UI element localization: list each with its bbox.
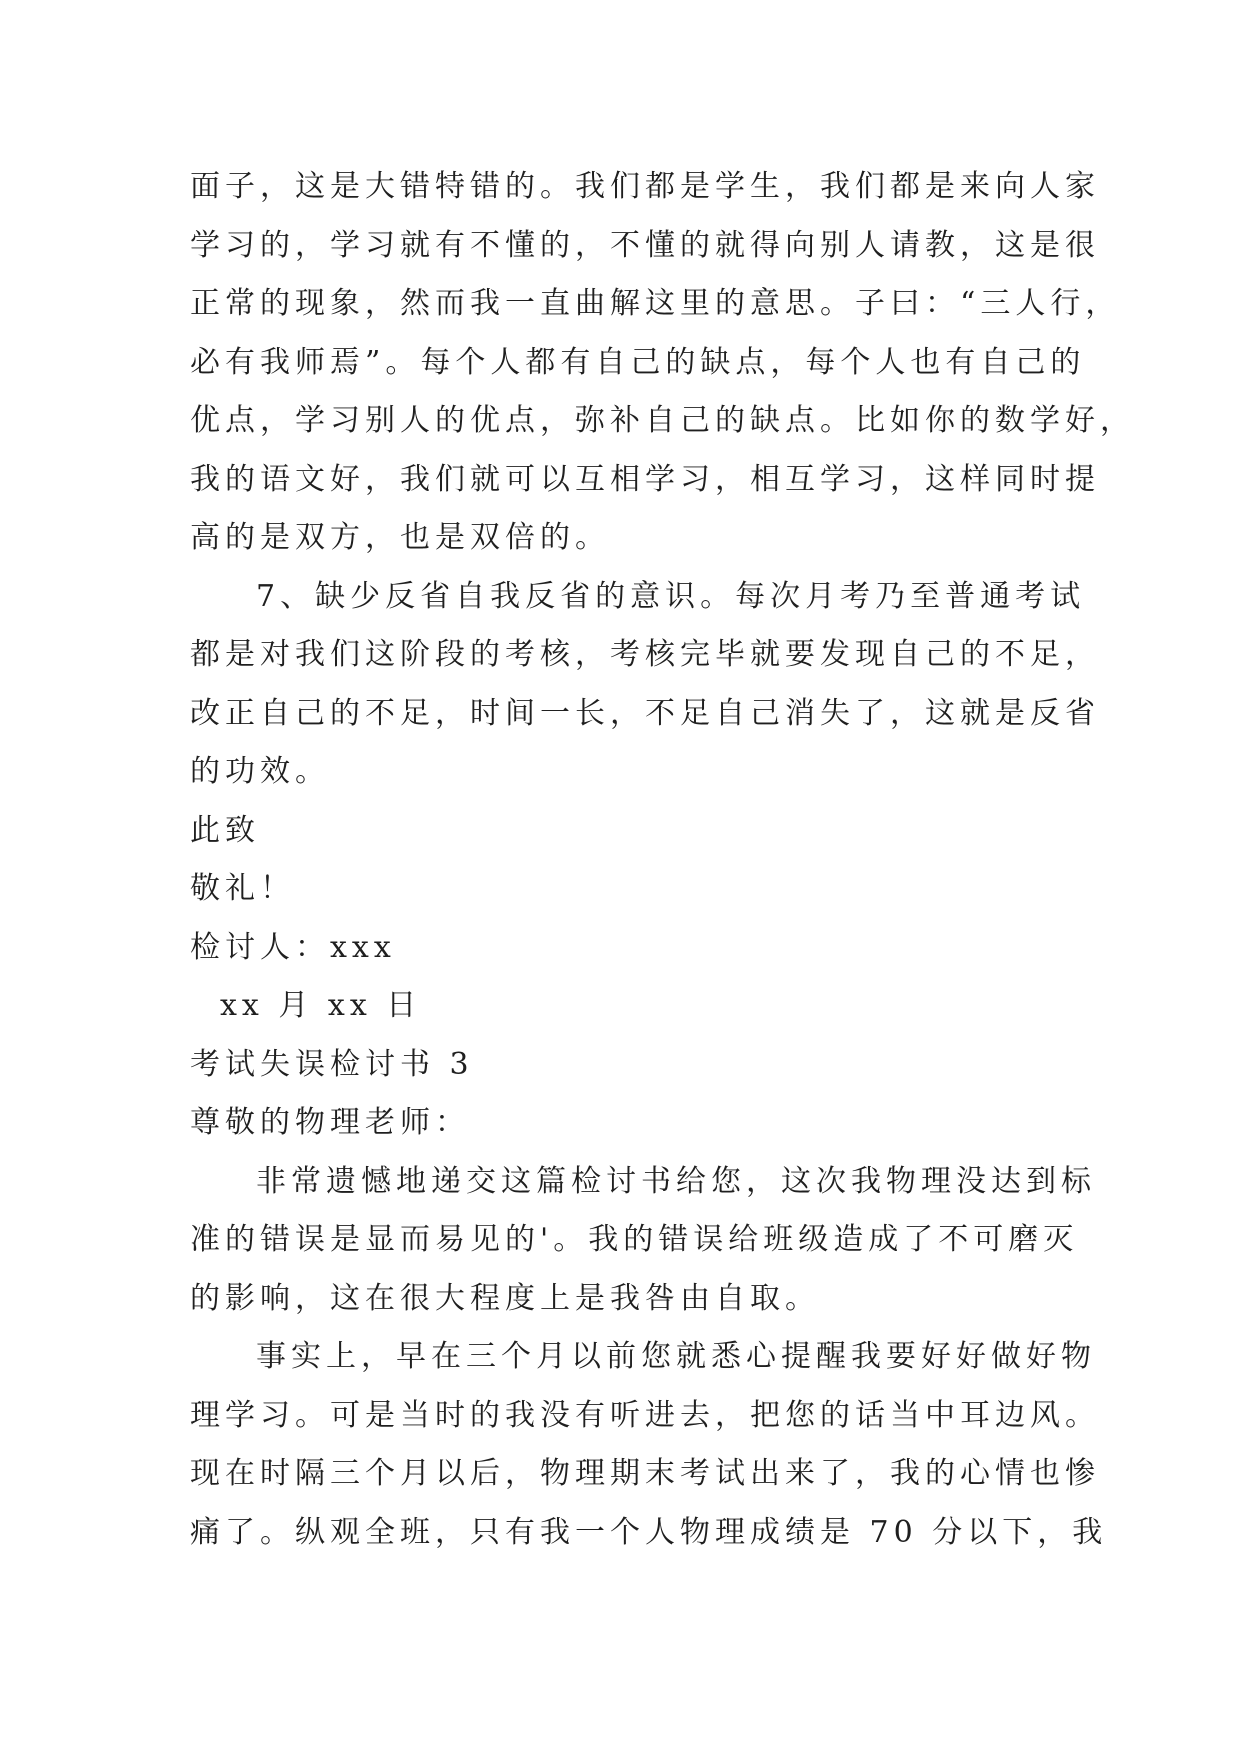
text-line: 正常的现象，然而我一直曲解这里的意思。子曰：“三人行，: [190, 286, 1121, 321]
text-line: 现在时隔三个月以后，物理期末考试出来了，我的心情也惨: [190, 1456, 1100, 1491]
closing-cizhi: 此致: [190, 812, 260, 848]
signer-line: 检讨人：xxx: [190, 929, 396, 965]
text-line: 痛了。纵观全班，只有我一个人物理成绩是 70 分以下，我: [190, 1514, 1108, 1550]
text-line: 的功效。: [190, 754, 330, 789]
text-line: 准的错误是显而易见的'。我的错误给班级造成了不可磨灭: [190, 1222, 1079, 1257]
document-body: [190, 158, 1135, 1562]
paragraph-reminder: [190, 1328, 1108, 1562]
text-line: 面子，这是大错特错的。我们都是学生，我们都是来向人家: [190, 169, 1100, 204]
closing-block: [190, 802, 1052, 1036]
text-line: 高的是双方，也是双倍的。: [190, 520, 610, 555]
text-line: 理学习。可是当时的我没有听进去，把您的话当中耳边风。: [190, 1397, 1100, 1433]
closing-jingli: 敬礼！: [190, 871, 295, 906]
text-line: 7、缺少反省自我反省的意识。每次月考乃至普通考试: [256, 578, 1086, 614]
letter-title: 考试失误检讨书 3: [190, 1046, 474, 1082]
paragraph-apology: [190, 1153, 1096, 1329]
text-line: 优点，学习别人的优点，弥补自己的缺点。比如你的数学好，: [190, 403, 1135, 438]
text-line: 必有我师焉”。每个人都有自己的缺点，每个人也有自己的: [190, 344, 1086, 380]
paragraph-self-reflection: [190, 568, 1100, 802]
text-line: 我的语文好，我们就可以互相学习，相互学习，这样同时提: [190, 461, 1100, 497]
text-line: 学习的，学习就有不懂的，不懂的就得向别人请教，这是很: [190, 227, 1100, 263]
date-line: xx 月 xx 日: [220, 988, 422, 1023]
text-line: 改正自己的不足，时间一长，不足自己消失了，这就是反省: [190, 695, 1100, 731]
salutation: 尊敬的物理老师：: [190, 1105, 470, 1140]
text-line: 非常遗憾地递交这篇检讨书给您，这次我物理没达到标: [256, 1163, 1096, 1199]
text-line: 都是对我们这阶段的考核，考核完毕就要发现自己的不足，: [190, 637, 1100, 672]
paragraph-learning-from-others: [190, 158, 1135, 568]
text-line: 的影响，这在很大程度上是我咎由自取。: [190, 1280, 820, 1316]
text-line: 事实上，早在三个月以前您就悉心提醒我要好好做好物: [256, 1339, 1096, 1374]
